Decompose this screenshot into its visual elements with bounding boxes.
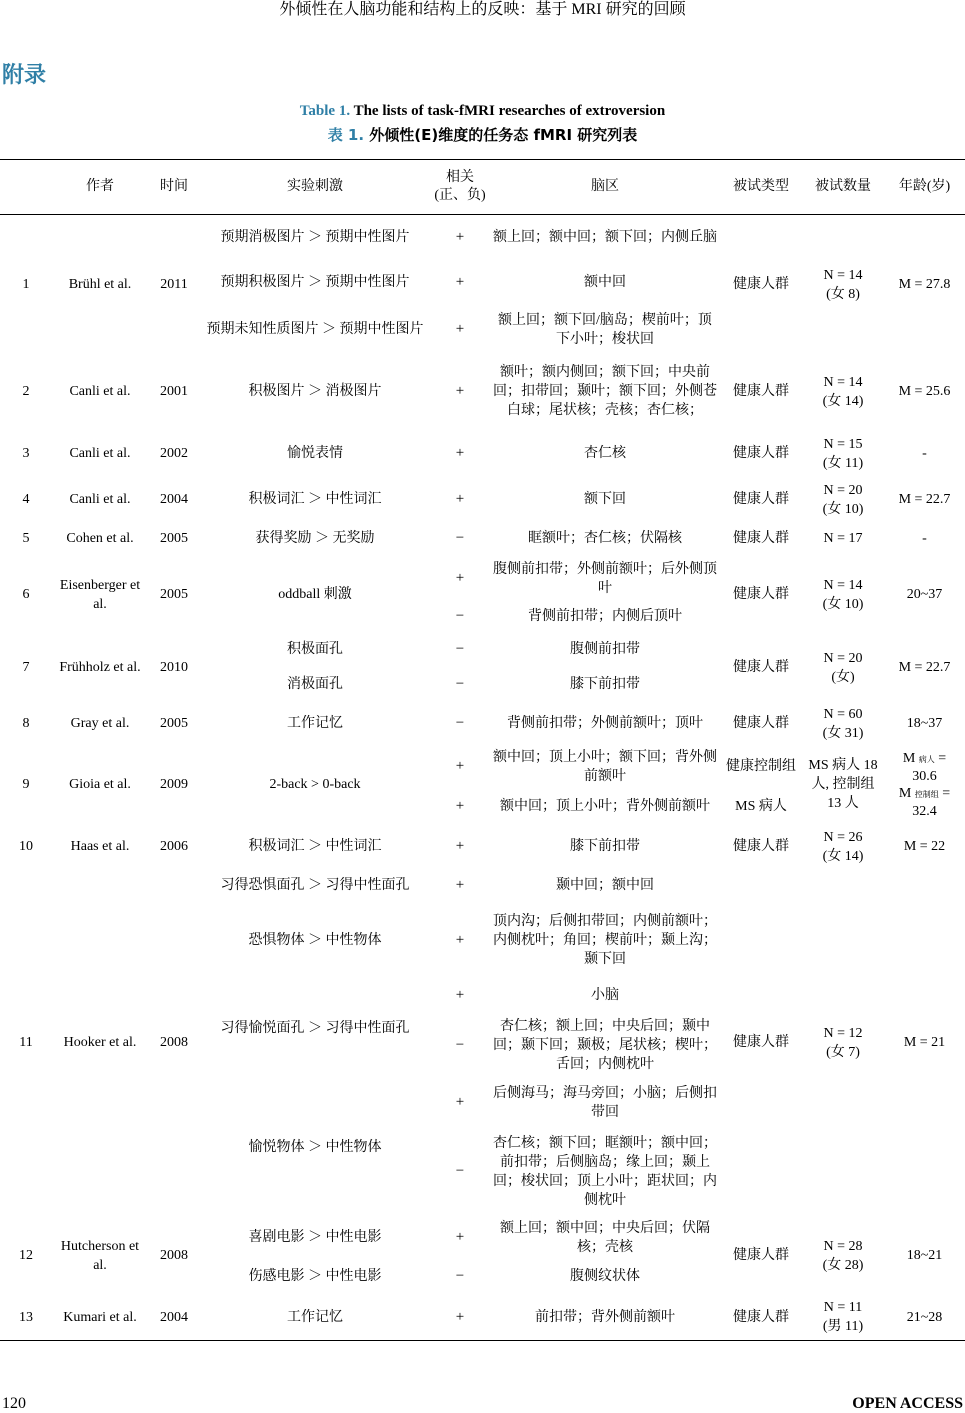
cell-age [884, 745, 965, 825]
table-caption-en [0, 103, 965, 120]
cell-subject-type: 健康控制组 [726, 759, 796, 774]
cell-region: 杏仁核；额上回；中央后回；颞中回；颞下回；颞极；尾状核；楔叶；舌回；内侧枕叶 [493, 1019, 717, 1072]
cell-region: 前扣带；背外侧前额叶 [535, 1309, 675, 1325]
age-control-mean: M 控制组 = 32.4 [898, 785, 951, 819]
cell-stimulus: 工作记忆 [287, 1309, 343, 1325]
cell-region: 腹侧前扣带 [570, 642, 640, 657]
cell-author: Eisenberger et al. [59, 577, 141, 612]
cell-age: 18~37 [906, 716, 943, 731]
cell-age: M = 22.7 [898, 492, 951, 507]
cell-region: 额中回 [584, 275, 626, 290]
cell-stimulus: 预期积极图片 ＞ 预期中性图片 [220, 275, 410, 290]
cell-year: 2011 [160, 277, 188, 293]
cell-author: Brühl et al. [68, 277, 132, 293]
cell-year: 2008 [160, 1035, 188, 1050]
cell-subject-type: 健康人群 [733, 1248, 789, 1263]
table-row [0, 521, 965, 557]
cell-sign: + [455, 445, 465, 461]
cell-age: 18~21 [906, 1248, 943, 1263]
cell-no: 8 [22, 716, 30, 731]
cell-subject-n: N = 14 (女 14) [822, 374, 864, 409]
cell-stimulus: 积极面孔 [287, 642, 343, 657]
cell-region: 顶内沟；后侧扣带回；内侧前额叶；内侧枕叶；角回；楔前叶；颞上沟；颞下回 [493, 914, 717, 967]
table-row [0, 825, 965, 869]
header-no [0, 160, 52, 215]
cell-age: M = 27.8 [898, 277, 951, 293]
table-row [0, 1295, 965, 1341]
cell-no: 11 [19, 1035, 33, 1050]
cell-sign: − [455, 1163, 465, 1179]
cell-region: 额上回；额中回；额下回；内侧丘脑 [493, 230, 717, 246]
cell-no: 3 [22, 446, 30, 461]
cell-author: Haas et al. [70, 839, 130, 854]
cell-no: 6 [22, 587, 30, 602]
cell-no: 9 [22, 777, 30, 792]
table-caption-zh [0, 124, 965, 145]
cell-sign: − [455, 715, 465, 731]
cell-stimulus: 恐惧物体 ＞ 中性物体 [248, 933, 382, 948]
cell-region: 膝下前扣带 [570, 677, 640, 692]
cell-author: Frühholz et al. [59, 660, 141, 675]
cell-no: 10 [19, 839, 33, 854]
cell-year: 2005 [160, 531, 188, 546]
cell-year: 2004 [160, 492, 188, 507]
cell-region: 背侧前扣带；外侧前额叶；顶叶 [507, 716, 703, 731]
table-row [0, 215, 965, 261]
cell-no: 7 [22, 660, 30, 675]
cell-subject-n: N = 20 (女) [823, 650, 863, 685]
cell-age: - [922, 531, 927, 546]
cell-subject-type: 健康人群 [733, 446, 789, 461]
cell-author: Hooker et al. [63, 1035, 137, 1050]
page-number: 120 [2, 1395, 26, 1412]
cell-subject-n: N = 28 (女 28) [822, 1238, 864, 1273]
cell-author: Hutcherson et al. [60, 1238, 140, 1273]
cell-region: 额下回 [584, 492, 626, 507]
cell-stimulus: 伤感电影 ＞ 中性电影 [248, 1269, 382, 1284]
cell-sign: + [455, 1229, 465, 1245]
cell-subject-n: N = 14 (女 10) [822, 577, 864, 612]
cell-region: 腹侧纹状体 [570, 1269, 640, 1284]
cell-author: Cohen et al. [66, 531, 134, 546]
header-author: 作者 [52, 160, 148, 215]
cell-region: 额叶；额内侧回；额下回；中央前回；扣带回；颞叶；额下回；外侧苍白球；尾状核；壳核；杏仁核； [493, 365, 717, 418]
cell-region: 额中回；顶上小叶；背外侧前额叶 [500, 799, 710, 814]
cell-no: 1 [22, 277, 30, 293]
cell-sign: − [455, 1037, 465, 1053]
cell-author: Canli et al. [69, 384, 131, 399]
cell-no: 12 [19, 1248, 33, 1263]
cell-subject-n: N = 14 (女 8) [823, 267, 863, 302]
cell-stimulus: 积极图片 ＞ 消极图片 [248, 384, 382, 399]
cell-stimulus: 愉悦物体 ＞ 中性物体 [248, 1140, 382, 1155]
cell-subject-n: N = 12 (女 7) [823, 1025, 863, 1060]
cell-sign: + [455, 838, 465, 854]
open-access-label: OPEN ACCESS [852, 1395, 963, 1412]
cell-no: 2 [22, 384, 30, 399]
cell-year: 2001 [160, 384, 188, 399]
table-row [0, 1217, 965, 1259]
cell-stimulus: 获得奖励 ＞ 无奖励 [255, 531, 375, 546]
cell-author: Gray et al. [70, 716, 130, 731]
cell-year: 2002 [160, 446, 188, 461]
cell-subject-n: N = 11 (男 11) [822, 1300, 864, 1335]
cell-subject-type: 健康人群 [733, 277, 789, 293]
table-row [0, 557, 965, 601]
cell-sign: + [455, 758, 465, 774]
caption-text-en: The lists of task-fMRI researches of extroversion [353, 103, 666, 119]
cell-sign: + [455, 877, 465, 893]
cell-sign: + [455, 321, 465, 337]
table-row [0, 633, 965, 667]
cell-no: 5 [22, 531, 30, 546]
cell-region: 腹侧前扣带；外侧前额叶；后外侧顶叶 [493, 561, 717, 596]
cell-region: 小脑 [591, 988, 619, 1003]
cell-subject-type: 健康人群 [733, 716, 789, 731]
header-subject-n: 被试数量 [802, 160, 884, 215]
cell-age: M = 22.7 [898, 660, 951, 675]
cell-subject-type: 健康人群 [733, 492, 789, 507]
header-correlation: 相关 (正、负) [430, 160, 490, 215]
cell-subject-type: 健康人群 [733, 384, 789, 399]
cell-author: Canli et al. [69, 446, 131, 461]
cell-sign: + [455, 932, 465, 948]
cell-subject-type: MS 病人 [735, 799, 787, 814]
cell-stimulus: 愉悦表情 [287, 446, 343, 461]
cell-no: 4 [22, 492, 30, 507]
table-row [0, 703, 965, 745]
caption-text-zh: 外倾性(E)维度的任务态 fMRI 研究列表 [369, 126, 638, 144]
header-region: 脑区 [490, 160, 720, 215]
cell-sign: + [455, 274, 465, 290]
running-head: 外倾性在人脑功能和结构上的反映：基于 MRI 研究的回顾 [279, 1, 686, 18]
cell-sign: + [455, 570, 465, 586]
cell-region: 背侧前扣带；内侧后顶叶 [528, 609, 682, 624]
cell-age: - [922, 446, 927, 461]
cell-sign: − [455, 1268, 465, 1284]
cell-author: Gioia et al. [69, 777, 131, 792]
cell-stimulus: 习得愉悦面孔 ＞ 习得中性面孔 [220, 1021, 410, 1036]
appendix-title: 附录 [2, 63, 47, 88]
header-stimulus: 实验刺激 [200, 160, 430, 215]
cell-region: 额中回；顶上小叶；额下回；背外侧前额叶 [493, 749, 717, 784]
cell-subject-type: 健康人群 [733, 660, 789, 675]
cell-stimulus: oddball 刺激 [278, 587, 352, 602]
caption-label-zh: 表 1. [327, 126, 365, 144]
cell-author: Canli et al. [69, 492, 131, 507]
cell-year: 2005 [160, 587, 188, 602]
cell-age: 20~37 [906, 587, 943, 602]
cell-subject-n: N = 20 (女 10) [822, 482, 864, 517]
cell-stimulus: 预期未知性质图片 ＞ 预期中性图片 [206, 322, 424, 337]
cell-stimulus: 习得恐惧面孔 ＞ 习得中性面孔 [220, 878, 410, 893]
cell-region: 杏仁核 [584, 446, 626, 461]
cell-age: M = 21 [903, 1035, 946, 1050]
cell-no: 13 [19, 1309, 33, 1325]
cell-sign: + [455, 987, 465, 1003]
cell-age: 21~28 [906, 1309, 943, 1325]
cell-sign: + [455, 491, 465, 507]
table-row [0, 745, 965, 789]
cell-sign: + [455, 798, 465, 814]
cell-region: 膝下前扣带 [570, 839, 640, 854]
cell-age: M = 25.6 [898, 384, 951, 399]
cell-region: 颞中回；额中回 [556, 878, 654, 893]
cell-subject-n: N = 17 [823, 531, 863, 546]
header-subject-type: 被试类型 [720, 160, 802, 215]
table-row [0, 869, 965, 903]
cell-stimulus: 2-back > 0-back [269, 777, 361, 792]
cell-author: Kumari et al. [63, 1309, 137, 1325]
cell-stimulus: 消极面孔 [287, 677, 343, 692]
cell-sign: − [455, 676, 465, 692]
cell-year: 2010 [160, 660, 188, 675]
header-year: 时间 [148, 160, 200, 215]
cell-subject-type: 健康人群 [733, 1035, 789, 1050]
cell-subject-n: N = 15 (女 11) [822, 436, 864, 471]
cell-year: 2008 [160, 1248, 188, 1263]
cell-sign: + [455, 1094, 465, 1110]
cell-sign: − [455, 530, 465, 546]
cell-subject-type: 健康人群 [733, 1309, 789, 1325]
cell-subject-type: 健康人群 [733, 531, 789, 546]
table-row [0, 355, 965, 429]
cell-stimulus: 积极词汇 ＞ 中性词汇 [248, 492, 382, 507]
table-row [0, 479, 965, 521]
cell-subject-n: MS 病人 18 人, 控制组 13 人 [808, 758, 878, 811]
cell-subject-n: N = 60 (女 31) [822, 706, 864, 741]
cell-region: 后侧海马；海马旁回；小脑；后侧扣带回 [493, 1085, 717, 1120]
cell-year: 2004 [160, 1309, 188, 1325]
header-age: 年龄(岁) [884, 160, 965, 215]
cell-stimulus: 预期消极图片 ＞ 预期中性图片 [220, 230, 410, 246]
cell-year: 2005 [160, 716, 188, 731]
caption-label-en: Table 1. [299, 103, 351, 119]
cell-sign: + [455, 383, 465, 399]
cell-subject-type: 健康人群 [733, 587, 789, 602]
table-row [0, 429, 965, 479]
cell-region: 眶额叶；杏仁核；伏隔核 [528, 531, 682, 546]
cell-age: M = 22 [903, 839, 946, 854]
results-table [0, 159, 965, 1341]
header-row [0, 160, 965, 215]
cell-year: 2006 [160, 839, 188, 854]
cell-year: 2009 [160, 777, 188, 792]
age-patient-mean: M 病人 = 30.6 [902, 750, 947, 784]
cell-sign: − [455, 608, 465, 624]
cell-stimulus: 积极词汇 ＞ 中性词汇 [248, 839, 382, 854]
cell-region: 额上回；额下回/脑岛；楔前叶；顶下小叶；梭状回 [498, 312, 712, 347]
cell-subject-n: N = 26 (女 14) [822, 829, 864, 864]
cell-sign: − [455, 641, 465, 657]
cell-sign: + [455, 1308, 465, 1325]
cell-stimulus: 喜剧电影 ＞ 中性电影 [248, 1230, 382, 1245]
cell-region: 额上回；额中回；中央后回；伏隔核；壳核 [500, 1220, 710, 1255]
cell-sign: + [455, 229, 465, 246]
cell-subject-type: 健康人群 [733, 839, 789, 854]
cell-region: 杏仁核；额下回；眶额叶；额中回；前扣带；后侧脑岛；缘上回；颞上回；梭状回；顶上小叶；距状回；内侧枕叶 [493, 1135, 717, 1208]
cell-stimulus: 工作记忆 [287, 716, 343, 731]
